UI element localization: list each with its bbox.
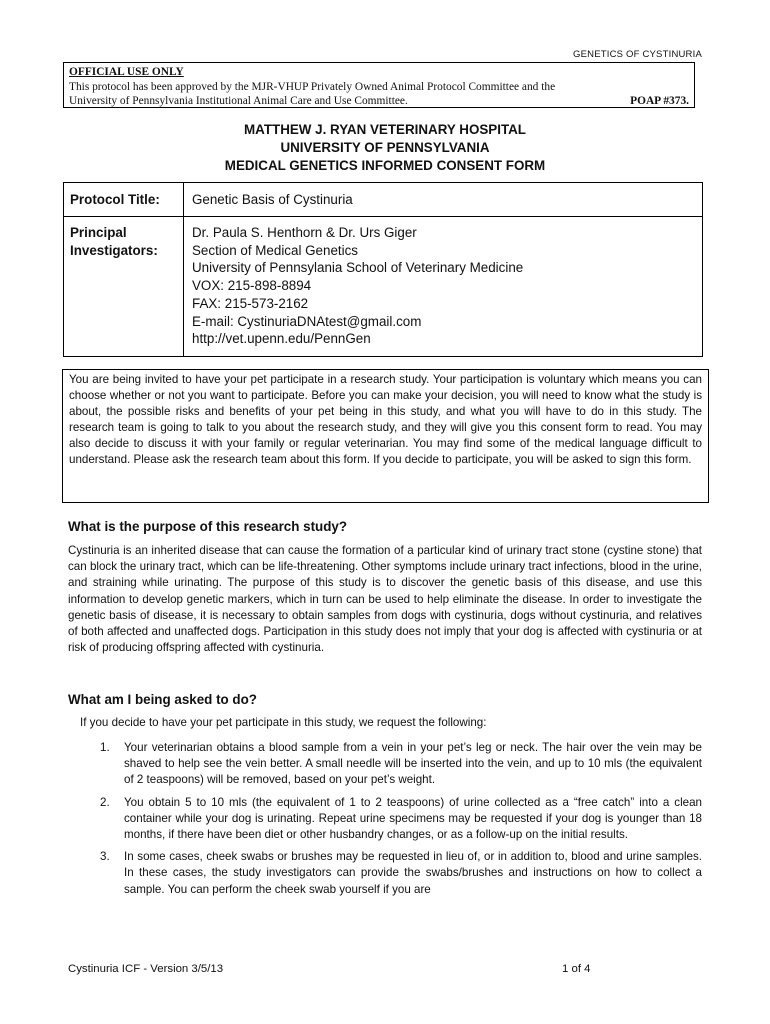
investigator-phone: VOX: 215-898-8894 xyxy=(192,278,312,294)
approval-line-1: This protocol has been approved by the MJR-VHUP Privately Owned Animal Protocol Committee and the xyxy=(69,80,556,93)
official-use-label: OFFICIAL USE ONLY xyxy=(69,66,184,78)
footer-version: Cystinuria ICF - Version 3/5/13 xyxy=(68,963,224,975)
investigators-label-line-2: Investigators: xyxy=(70,242,158,258)
approval-line-2-row xyxy=(69,94,689,109)
list-item-text: You obtain 5 to 10 mls (the equivalent of 1 to 2 teaspoons) of urine collected as a “free catch” into a clean container while your dog is urinating. Repeat urine specimens may be requested if your dog is younger than 18 months, if there have been diet or other husbandry changes, or as a follow-up on the initial results. xyxy=(124,795,702,842)
list-item-text: Your veterinarian obtains a blood sample from a vein in your pet’s leg or neck. The hair over the vein may be shaved to help see the vein better. A small needle will be inserted into the vein, and up to 10 mls (the equivalent of 2 teaspoons) will be removed, based on your pet’s weight. xyxy=(124,741,702,787)
protocol-title-value: Genetic Basis of Cystinuria xyxy=(192,192,353,207)
table-column-divider xyxy=(183,183,184,356)
footer-page-number: 1 of 4 xyxy=(562,963,591,975)
investigator-school: University of Pennsylania School of Veterinary Medicine xyxy=(192,260,524,276)
investigators-label xyxy=(70,224,180,259)
form-title: MEDICAL GENETICS INFORMED CONSENT FORM xyxy=(224,158,546,173)
request-list xyxy=(80,740,702,904)
investigator-names: Dr. Paula S. Henthorn & Dr. Urs Giger xyxy=(192,225,417,240)
intro-box: You are being invited to have your pet participate in a research study. Your participation is voluntary which means you can choose whether or not you want to participate. Before you can make your decision, you will need to know what the study is about, the possible risks and benefits of your pet being in this study, and what you will have to do in this study. The research team is going to talk to you about the research study, and they will give you this consent form to read. You may also decide to discuss it with your family or regular veterinarian. You may find some of the medical language difficult to understand. Please ask the research team about this form. If you decide to participate, you will be asked to sign this form. xyxy=(62,369,709,503)
list-item xyxy=(80,740,702,789)
purpose-paragraph: Cystinuria is an inherited disease that can cause the formation of a particular kind of urinary tract stone (cystine stone) that can block the urinary tract, which can be life-threatening. Other symptoms include urinary tract infections, blood in the urine, and straining while urinating. The purpose of this study is to discover the genetic basis of this disease, and use this information to develop genetic markers, which in turn can be used to help eliminate the disease. In order to investigate the genetic basis of disease, it is necessary to obtain samples from dogs with cystinuria, dogs without cystinuria, and relatives of both affected and unaffected dogs. Participation in this study does not imply that your dog is affected with cystinuria or at risk of producing offspring affected with cystinuria. xyxy=(68,544,702,655)
list-item-text: In some cases, cheek swabs or brushes may be requested in lieu of, or in addition to, blood and urine samples. In these cases, the study investigators can provide the swabs/brushes and instructions on how to collect a sample. You can perform the cheek swab yourself if you are xyxy=(124,850,702,896)
investigator-website: http://vet.upenn.edu/PennGen xyxy=(192,331,371,347)
approval-line-2: University of Pennsylvania Institutional Animal Care and Use Committee. xyxy=(69,95,408,107)
investigators-label-line-1: Principal xyxy=(70,225,127,240)
purpose-heading: What is the purpose of this research study? xyxy=(68,519,348,534)
university-title: UNIVERSITY OF PENNSYLVANIA xyxy=(280,140,490,155)
document-titles xyxy=(0,121,770,175)
list-item-number: 1. xyxy=(100,741,110,754)
protocol-title-label: Protocol Title: xyxy=(70,192,160,207)
asked-heading: What am I being asked to do? xyxy=(68,692,257,707)
protocol-table xyxy=(63,182,703,357)
hospital-title: MATTHEW J. RYAN VETERINARY HOSPITAL xyxy=(244,122,526,137)
investigator-email: E-mail: CystinuriaDNAtest@gmail.com xyxy=(192,313,422,329)
official-use-box xyxy=(63,62,695,108)
list-item xyxy=(80,795,702,844)
table-row-divider xyxy=(64,216,702,217)
asked-lead-text: If you decide to have your pet participate in this study, we request the following: xyxy=(80,716,487,729)
list-item xyxy=(80,849,702,898)
running-header: GENETICS OF CYSTINURIA xyxy=(573,49,702,60)
investigator-section: Section of Medical Genetics xyxy=(192,242,358,258)
poap-number: POAP #373. xyxy=(630,95,689,107)
list-item-number: 2. xyxy=(100,795,110,809)
list-item-number: 3. xyxy=(100,850,110,864)
investigators-details xyxy=(192,224,523,348)
investigator-fax: FAX: 215-573-2162 xyxy=(192,295,309,311)
